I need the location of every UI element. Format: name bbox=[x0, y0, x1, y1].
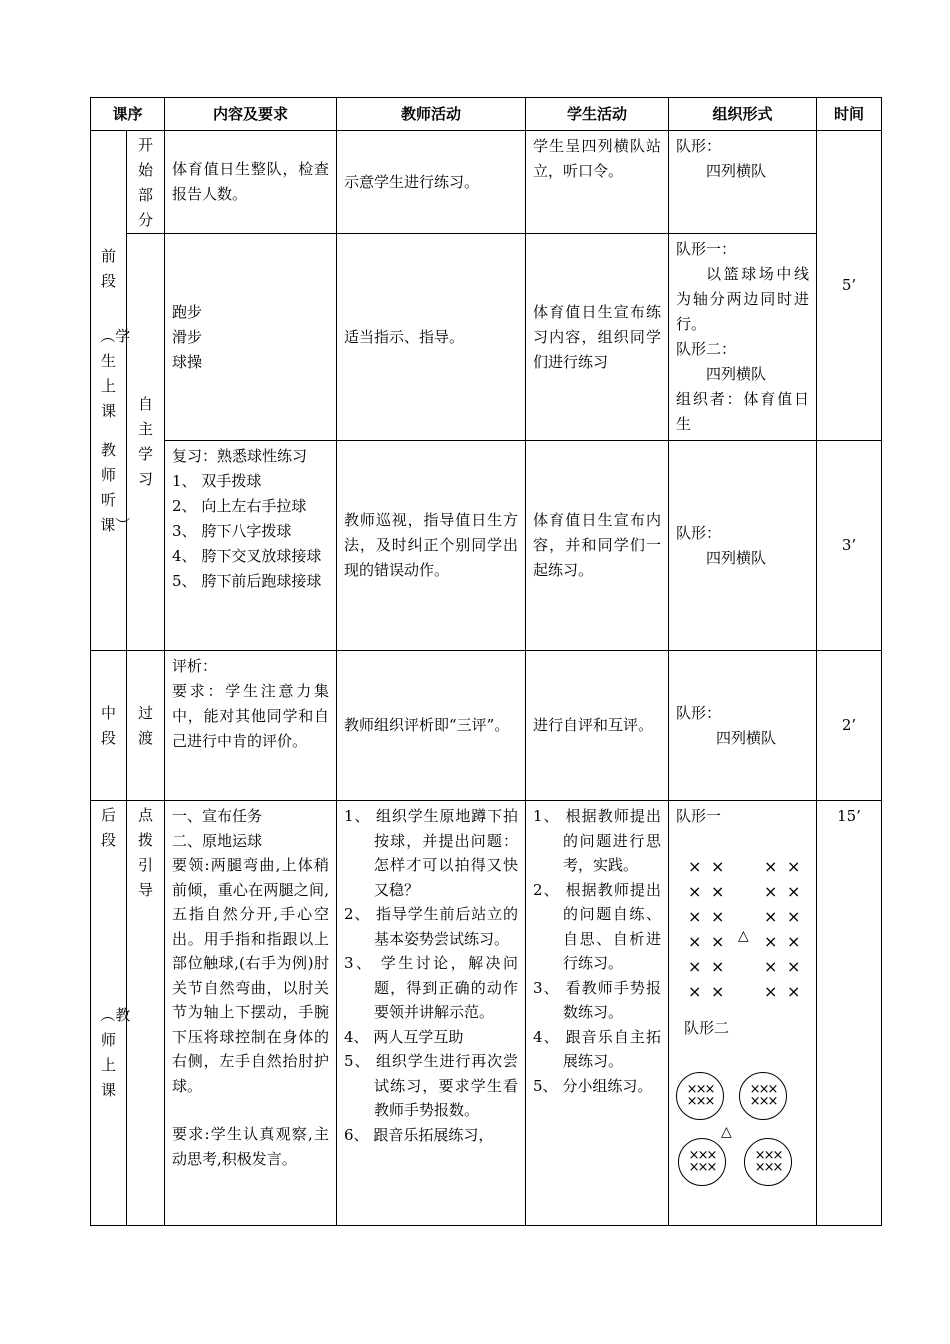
row1-content: 体育值日生整队，检查报告人数。 bbox=[165, 131, 337, 234]
segment-front-a: 前段 bbox=[100, 246, 116, 290]
phase-transition: 过渡 bbox=[127, 651, 165, 801]
row2-teacher: 适当指示、指导。 bbox=[337, 234, 526, 441]
row4-content: 评析： 要求：学生注意力集中，能对其他同学和自己进行中肯的评价。 bbox=[165, 651, 337, 801]
row2-organization: 队形一： 以篮球场中线为轴分两边同时进行。 队形二： 四列横队 组织者：体育值日生 bbox=[669, 234, 817, 441]
row3-teacher: 教师巡视，指导值日生方法，及时纠正个别同学出现的错误动作。 bbox=[337, 441, 526, 651]
segment-front bbox=[91, 131, 131, 651]
student-mark: × bbox=[688, 857, 702, 876]
student-mark: × bbox=[764, 932, 778, 951]
row5-student: 1、 根据教师提出的问题进行思考，实践。 2、 根据教师提出的问题自练、自思、自析进行练习。 3、 看教师手势报数练习。 4、 跟音乐自主拓展练习。 5、 分小组练习。 bbox=[526, 801, 669, 1226]
row2-student: 体育值日生宣布练习内容，组织同学们进行练习 bbox=[526, 234, 669, 441]
header-lesson-order: 课序 bbox=[91, 98, 165, 131]
row5-time: 15’ bbox=[817, 801, 882, 1226]
teacher-triangle-1: △ bbox=[738, 928, 749, 944]
segment-front-b: ︵学生上课 bbox=[100, 326, 131, 420]
row1-organization bbox=[669, 131, 817, 234]
row1-student: 学生呈四列横队站立，听口令。 bbox=[526, 131, 669, 234]
org-value: 四列横队 bbox=[706, 162, 767, 180]
row-transition bbox=[91, 651, 882, 801]
org-label: 队形： bbox=[676, 137, 722, 155]
header-content: 内容及要求 bbox=[165, 98, 337, 131]
row3-organization: 队形： 四列横队 bbox=[669, 441, 817, 651]
segment-middle: 中段 bbox=[91, 651, 127, 801]
row2-time: 5’ bbox=[817, 131, 882, 441]
student-mark: × bbox=[764, 957, 778, 976]
formation-diagram bbox=[676, 804, 809, 1184]
header-student-activity: 学生活动 bbox=[526, 98, 669, 131]
row5-organization bbox=[669, 801, 817, 1226]
row4-student: 进行自评和互评。 bbox=[526, 651, 669, 801]
student-mark: × bbox=[711, 882, 725, 901]
phase-self-study: 自主学习 bbox=[127, 234, 165, 651]
student-mark: × bbox=[787, 957, 801, 976]
row4-organization: 队形： 四列横队 bbox=[669, 651, 817, 801]
formation-one-label: 队形一 bbox=[676, 807, 722, 825]
teacher-triangle-2: △ bbox=[721, 1124, 732, 1140]
row4-teacher: 教师组织评析即“三评”。 bbox=[337, 651, 526, 801]
row3-time: 3’ bbox=[817, 441, 882, 651]
phase-start: 开始部分 bbox=[127, 131, 165, 234]
row-self-study-2 bbox=[91, 441, 882, 651]
student-mark: × bbox=[711, 907, 725, 926]
student-mark: × bbox=[688, 882, 702, 901]
student-mark: × bbox=[688, 982, 702, 1001]
segment-back bbox=[91, 801, 131, 1226]
header-time: 时间 bbox=[817, 98, 882, 131]
row4-time: 2’ bbox=[817, 651, 882, 801]
group-circle: ××× ××× bbox=[676, 1072, 724, 1120]
row2-content: 跑步 滑步 球操 bbox=[165, 234, 337, 441]
student-mark: × bbox=[764, 907, 778, 926]
student-mark: × bbox=[787, 857, 801, 876]
header-row bbox=[91, 98, 882, 131]
segment-back-a: 后段 bbox=[100, 806, 116, 849]
lesson-plan-table bbox=[90, 97, 882, 1226]
header-teacher-activity: 教师活动 bbox=[337, 98, 526, 131]
row1-teacher: 示意学生进行练习。 bbox=[337, 131, 526, 234]
row-self-study-1 bbox=[91, 234, 882, 441]
student-mark: × bbox=[688, 907, 702, 926]
student-mark: × bbox=[787, 982, 801, 1001]
segment-front-c: 教师听课︶ bbox=[100, 440, 131, 534]
student-mark: × bbox=[711, 957, 725, 976]
phase-guidance: 点拨引导 bbox=[127, 801, 165, 1226]
group-circle: ××× ××× bbox=[678, 1138, 726, 1186]
student-mark: × bbox=[787, 932, 801, 951]
group-circle: ××× ××× bbox=[744, 1138, 792, 1186]
student-mark: × bbox=[711, 982, 725, 1001]
row-start bbox=[91, 131, 882, 234]
student-mark: × bbox=[688, 932, 702, 951]
formation-two-label: 队形二 bbox=[684, 1019, 730, 1037]
group-circle: ××× ××× bbox=[739, 1072, 787, 1120]
student-mark: × bbox=[787, 882, 801, 901]
segment-back-b: ︵教师上课 bbox=[100, 1006, 131, 1099]
student-mark: × bbox=[764, 982, 778, 1001]
row3-content: 复习：熟悉球性练习 1、 双手拨球 2、 向上左右手拉球 3、 胯下八字拨球 4、 胯下交叉放球接球 5、 胯下前后跑球接球 bbox=[165, 441, 337, 651]
row-guidance bbox=[91, 801, 882, 1226]
student-mark: × bbox=[711, 932, 725, 951]
student-mark: × bbox=[787, 907, 801, 926]
row3-student: 体育值日生宣布内容，并和同学们一起练习。 bbox=[526, 441, 669, 651]
student-mark: × bbox=[764, 857, 778, 876]
row5-teacher: 1、 组织学生原地蹲下拍按球，并提出问题：怎样才可以拍得又快又稳？ 2、 指导学生前后站立的基本姿势尝试练习。 3、 学生讨论，解决问题，得到正确的动作要领并讲解示范。 4、 两人互学互助 5、 组织学生进行再次尝试练习，要求学生看教师手势报数。 6、 跟音乐拓展练习， bbox=[337, 801, 526, 1226]
student-mark: × bbox=[711, 857, 725, 876]
student-mark: × bbox=[688, 957, 702, 976]
header-organization: 组织形式 bbox=[669, 98, 817, 131]
student-mark: × bbox=[764, 882, 778, 901]
row5-content: 一、宣布任务 二、原地运球 要领:两腿弯曲,上体稍前倾，重心在两腿之间,五指自然分开,手心空出。用手指和指跟以上部位触球,(右手为例)肘关节自然弯曲，以肘关节为轴上下摆动，手腕下压将球控制在身体的右侧，左手自然抬肘护球。 要求:学生认真观察,主动思考,积极发言。 bbox=[165, 801, 337, 1226]
